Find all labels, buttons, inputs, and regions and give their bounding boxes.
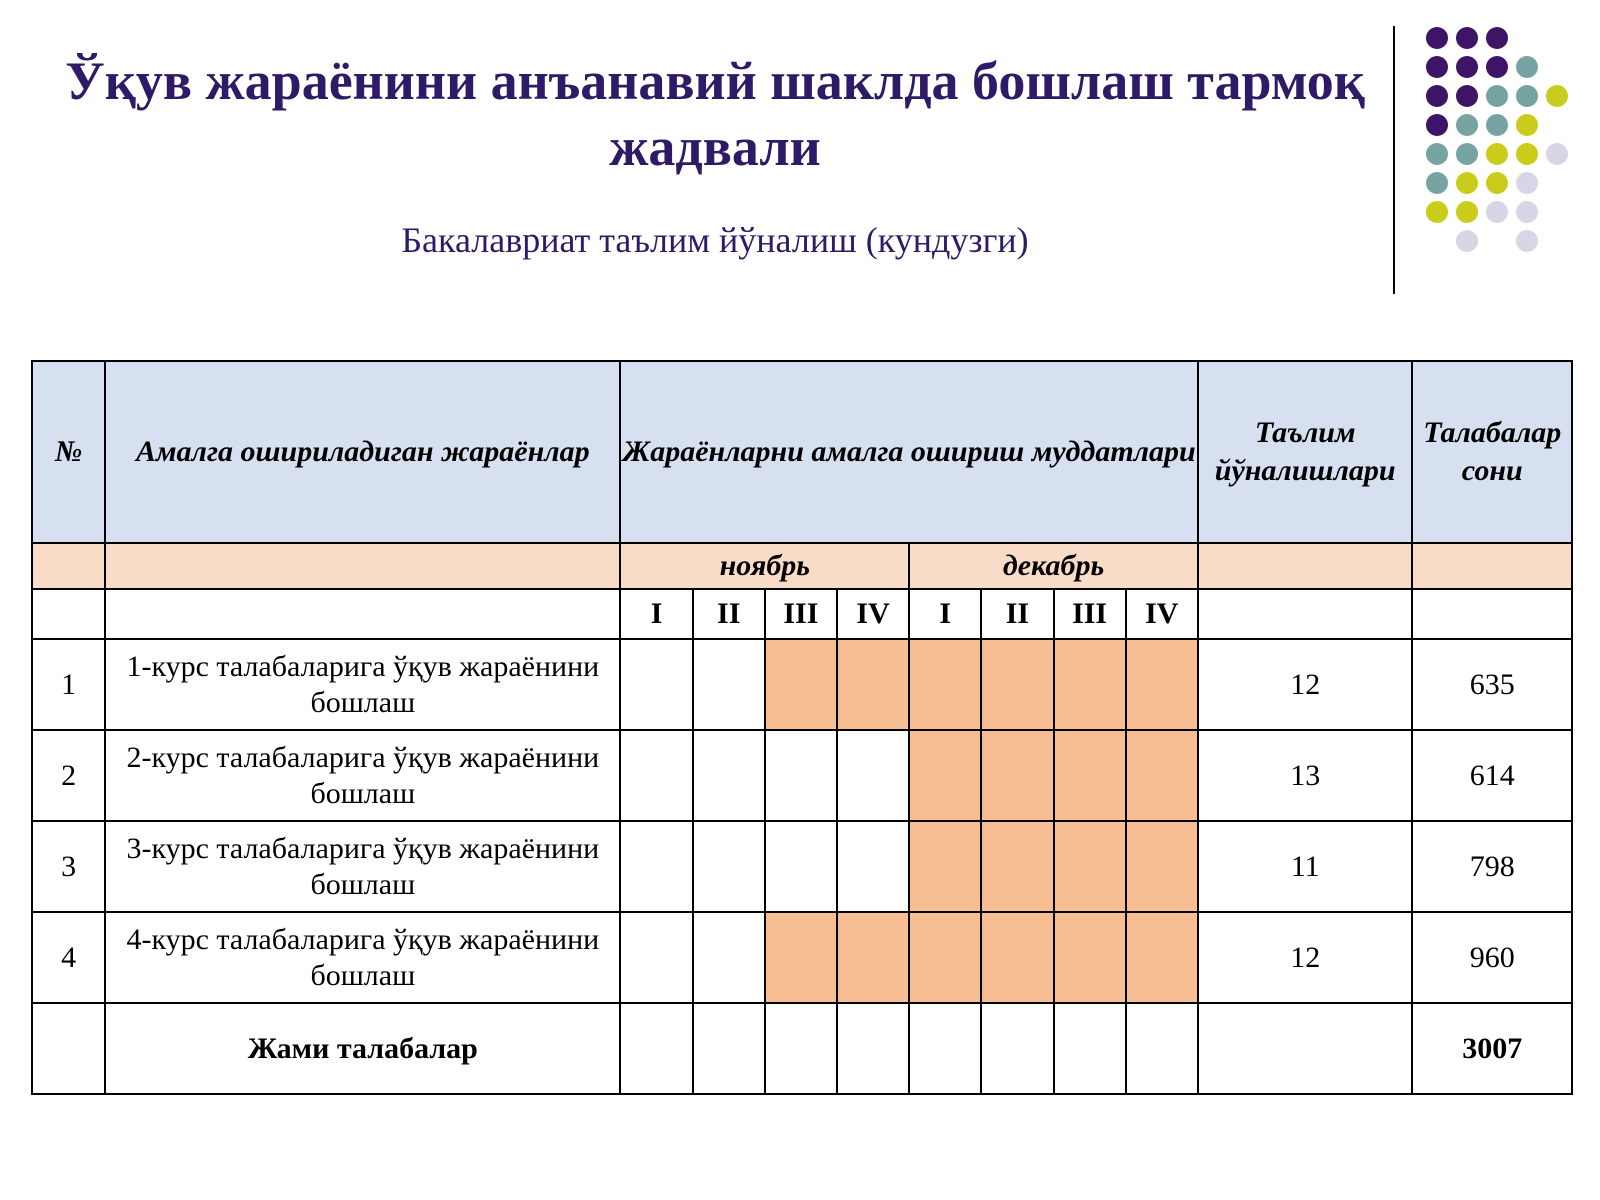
header-directions: Таълим йўналишлари [1198,361,1413,543]
decorative-dot [1546,143,1568,165]
week-cell-active [909,912,981,1003]
month-row [32,543,1572,589]
total-blank [909,1003,981,1094]
week-cell-active [1054,639,1126,730]
decorative-dot [1486,143,1508,165]
week-cell-active [1054,730,1126,821]
row-task: 1-курс талабаларига ўқув жараёнини бошлаш [105,639,620,730]
decorative-dot [1456,27,1478,49]
week-label: III [765,589,837,639]
decorative-dot [1426,56,1448,78]
week-label: II [981,589,1053,639]
week-cell-active [981,912,1053,1003]
week-cell-active [981,730,1053,821]
page-subtitle: Бакалавриат таълим йўналиш (кундузги) [401,220,1029,260]
week-cell-active [1126,730,1198,821]
row-number: 1 [32,639,105,730]
decorative-dot [1426,85,1448,107]
total-label: Жами талабалар [105,1003,620,1094]
decorative-dot [1516,56,1538,78]
week-cell [837,730,909,821]
week-cell-active [1126,821,1198,912]
week-cell [693,821,765,912]
decorative-dot [1486,172,1508,194]
week-cell-active [909,639,981,730]
row-directions: 12 [1198,639,1413,730]
decorative-dot [1456,114,1478,136]
month-row-blank [1198,543,1413,589]
total-blank [765,1003,837,1094]
week-cell-active [909,730,981,821]
row-directions: 12 [1198,912,1413,1003]
decorative-dot [1426,114,1448,136]
table-row [32,912,1572,1003]
week-cell [620,821,692,912]
table-row [32,821,1572,912]
week-cell-active [837,912,909,1003]
week-label: I [620,589,692,639]
decorative-dot [1426,27,1448,49]
schedule-table [31,360,1573,1095]
decorative-dot [1516,85,1538,107]
row-task: 3-курс талабаларига ўқув жараёнини бошлаш [105,821,620,912]
row-students: 614 [1412,730,1572,821]
row-students: 798 [1412,821,1572,912]
header-timeline: Жараёнларни амалга ошириш муддатлари [620,361,1197,543]
week-label: IV [1126,589,1198,639]
week-label: III [1054,589,1126,639]
week-cell [620,912,692,1003]
week-cell-active [837,639,909,730]
month-row-blank [1412,543,1572,589]
decorative-dot [1426,172,1448,194]
decorative-dot [1486,85,1508,107]
vertical-divider [1393,26,1395,294]
week-cell-active [981,639,1053,730]
table-row [32,730,1572,821]
row-number: 3 [32,821,105,912]
total-blank [693,1003,765,1094]
week-cell-active [981,821,1053,912]
table-row [32,639,1572,730]
header-row [32,361,1572,543]
decorative-dot [1486,201,1508,223]
total-blank [981,1003,1053,1094]
week-cell [620,639,692,730]
total-row [32,1003,1572,1094]
decorative-dot [1516,172,1538,194]
total-blank [620,1003,692,1094]
total-blank [32,1003,105,1094]
decorative-dot [1426,143,1448,165]
week-row [32,589,1572,639]
row-task: 4-курс талабаларига ўқув жараёнини бошлаш [105,912,620,1003]
week-cell-active [1126,912,1198,1003]
week-label: II [693,589,765,639]
decorative-dot [1456,143,1478,165]
header-number: № [32,361,105,543]
week-label: I [909,589,981,639]
decorative-dot [1516,230,1538,252]
month-row-blank [32,543,105,589]
week-cell [693,730,765,821]
total-blank [1054,1003,1126,1094]
week-cell [693,639,765,730]
week-row-blank [1412,589,1572,639]
page-title: Ўқув жараёнини анъанавий шаклда бошлаш тармоқ жадвали [65,51,1365,177]
decorative-dot [1456,172,1478,194]
week-cell [620,730,692,821]
month-december: декабрь [909,543,1198,589]
row-students: 635 [1412,639,1572,730]
total-students: 3007 [1412,1003,1572,1094]
row-number: 2 [32,730,105,821]
row-task: 2-курс талабаларига ўқув жараёнини бошлаш [105,730,620,821]
decorative-dot [1486,114,1508,136]
decorative-dot [1486,56,1508,78]
week-cell-active [909,821,981,912]
week-cell-active [1126,639,1198,730]
decorative-dot [1426,201,1448,223]
decorative-dot [1516,114,1538,136]
decorative-dot [1516,201,1538,223]
decorative-dot [1456,230,1478,252]
month-row-blank [105,543,620,589]
decorative-dot [1456,201,1478,223]
decorative-dot [1456,85,1478,107]
row-students: 960 [1412,912,1572,1003]
month-november: ноябрь [620,543,909,589]
week-row-blank [32,589,105,639]
decorative-dot [1486,27,1508,49]
header-process: Амалга ошириладиган жараёнлар [105,361,620,543]
week-cell [693,912,765,1003]
week-cell-active [1054,821,1126,912]
week-cell [765,821,837,912]
decorative-dot [1516,143,1538,165]
week-label: IV [837,589,909,639]
week-cell [765,730,837,821]
header-students: Талабалар сони [1412,361,1572,543]
total-blank [1198,1003,1413,1094]
week-cell-active [765,639,837,730]
total-blank [837,1003,909,1094]
total-blank [1126,1003,1198,1094]
week-cell-active [1054,912,1126,1003]
week-cell-active [765,912,837,1003]
week-cell [837,821,909,912]
week-row-blank [1198,589,1413,639]
row-directions: 11 [1198,821,1413,912]
week-row-blank [105,589,620,639]
decorative-dot [1456,56,1478,78]
row-number: 4 [32,912,105,1003]
row-directions: 13 [1198,730,1413,821]
decorative-dot [1546,85,1568,107]
